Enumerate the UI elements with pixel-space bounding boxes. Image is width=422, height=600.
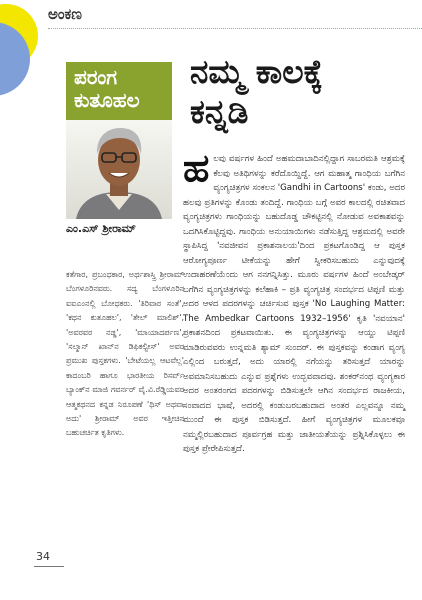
- author-bio: ಕತೆಗಾರ, ಪ್ರಬಂಧಕಾರ, ಅರ್ಥಶಾಸ್ತ್ರಿ ಶ್ರೀರಾಮ್ ಬೆಂಗಳೂರಿನವರು. ಸದ್ಯ ಬೆಂಗಳೂರಿನ ಐಐಎಂನಲ್ಲಿ ಬೋಧಕರು. 'ತಿರಿವಾರ ಸಂತೆ', 'ಕಥನ ಕುತೂಹಲ', 'ತೇಲ್ ಮಾಲಿಶ್', 'ಅವರವರ ನಡ್ಡ', 'ಮಾಯಾದರ್ಪಣ', 'ಸಲ್ಮಾನ್ ಖಾನ್‌ನ ಡಿಫಿಕಲ್ಟೀಸ್' ಅವರ ಪ್ರಮುಖ ಪುಸ್ತಕಗಳು. 'ಬೇಟೆಯಲ್ಲ ಆಟವೆಲ್ಲ' ಕಾದಂಬರಿ ಹಾಗೂ ಭಾರತೀಯ ರಿಸರ್ವ್ ಬ್ಯಾಂಕ್‌ನ ಮಾಜಿ ಗವರ್ನರ್ ವೈ.ವಿ.ರೆಡ್ಡಿಯವರ ಆತ್ಮಕಥನದ ಕನ್ನಡ ನಿರೂಪಣೆ 'ಥಿಸ್ ಅಥವಾ ಅದು' ಶ್ರೀರಾಮ್ ಅವರ ಇತ್ತೀಚಿನ ಬಹುಚರ್ಚಿತ ಕೃತಿಗಳು.: [66, 270, 184, 438]
- column-name-line-1: ಪರಂಗ: [74, 65, 118, 89]
- column-name-box: [66, 62, 172, 120]
- section-header: ಅಂಕಣ: [48, 5, 82, 23]
- article-title: [190, 52, 420, 132]
- column-name-line-2: ಕುತೂಹಲ: [74, 88, 140, 112]
- author-name: ಎಂ.ಎಸ್ ಶ್ರೀರಾಮ್: [66, 222, 136, 235]
- page-number: 34: [36, 550, 50, 563]
- header-rule: [48, 28, 422, 29]
- article-body: [183, 146, 405, 457]
- article-dropcap: ಹ: [183, 146, 210, 190]
- author-portrait: [66, 120, 172, 219]
- author-portrait-drawing: [66, 120, 172, 219]
- article-title-line-1: ನಮ್ಮ ಕಾಲಕ್ಕೆ: [190, 52, 323, 91]
- article-text: ಲವು ವರ್ಷಗಳ ಹಿಂದೆ ಅಹಮದಾಬಾದಿನಲ್ಲಿದ್ದಾಗ ಸಾಬರಮತಿ ಆಶ್ರಮಕ್ಕೆ ಕೆಲವು ಅತಿಥಿಗಳನ್ನು ಕರೆದೊಯ್ದಿದ್ದೆ. ಆಗ ಮಹಾತ್ಮ ಗಾಂಧಿಯ ಬಗೆಗಿನ ವ್ಯಂಗ್ಯಚಿತ್ರಗಳ ಸಂಕಲನ 'Gandhi in Cartoons' ಕಂಡು, ಅದರ ಹಲವು ಪ್ರತಿಗಳನ್ನು ಕೊಂಡು ತಂದಿದ್ದೆ. ಗಾಂಧಿಯ ಬಗ್ಗೆ ಅವರ ಕಾಲದಲ್ಲಿ ರಚಿತವಾದ ವ್ಯಂಗ್ಯಚಿತ್ರಗಳು ಗಾಂಧಿಯನ್ನು ಬಹುದೊಡ್ಡ ಚೌಕಟ್ಟಿನಲ್ಲಿ ನೋಡುವ ಅವಕಾಶವನ್ನು ಒದಗಿಸಿಕೊಟ್ಟಿದ್ದವು. ಗಾಂಧಿಯ ಅನುಯಾಯಿಗಳು ನಡೆಸುತ್ತಿದ್ದ ಆಶ್ರಮದಲ್ಲಿ ಅವರೇ ಸ್ಥಾಪಿಸಿದ್ದ 'ನವಜೀವನ ಪ್ರಕಾಶನಾಲಯ'ದಿಂದ ಪ್ರಕಟಗೊಂಡಿದ್ದ ಆ ಪುಸ್ತಕ ಆರೋಗ್ಯಪೂರ್ಣ ಟೀಕೆಯನ್ನು ಹೇಗೆ ಸ್ವೀಕರಿಸಬಹುದು ಎನ್ನುವುದಕ್ಕೆ ಉದಾಹರಣೆಯೆಂದು ಆಗ ನನಗನ್ನಿಸಿತ್ತು. ಮೂರು ವರ್ಷಗಳ ಹಿಂದೆ ಅಂಬೇಡ್ಕರ್ ಬಗೆಗಿನ ವ್ಯಂಗ್ಯಚಿತ್ರಗಳನ್ನು ಕಲೆಹಾಕಿ – ಪ್ರತಿ ವ್ಯಂಗ್ಯಚಿತ್ರ ಸಂದರ್ಭದ ಟಿಪ್ಪಣಿ ಮತ್ತು ಅದರ ಆಳದ ಪದರಗಳನ್ನು ಚರ್ಚಿಸುವ ಪುಸ್ತಕ 'No Laughing Matter: The Ambedkar Cartoons 1932–1956' ಕೃತಿ 'ನವಯಾನ' ಪ್ರಕಾಶನದಿಂದ ಪ್ರಕಟವಾಯಿತು. ಈ ವ್ಯಂಗ್ಯಚಿತ್ರಗಳನ್ನು ಆಯ್ದು ಟಿಪ್ಪಣಿ ಮಾಡಿರುವವರು ಉನ್ನಮತಿ ಶ್ಯಾಮ್ ಸುಂದರ್. ಈ ಪುಸ್ತಕವನ್ನು ಕಂಡಾಗ ವ್ಯಂಗ್ಯ ಎಲ್ಲಿಂದ ಬರುತ್ತದೆ, ಅದು ಯಾರಲ್ಲಿ ನಗೆಯನ್ನು ತರಿಸುತ್ತದೆ ಯಾರನ್ನು ಅವಮಾನಿಸಬಹುದು ಎನ್ನುವ ಪ್ರಶ್ನೆಗಳು ಉದ್ಭವವಾದವು. ಶಂಕರ್‌ನಂಥ ವ್ಯಂಗ್ಯಕಾರ ಅದರ ಅಂತರಂಗದ ಪದರಗಳನ್ನು ಬಿಡಿಸುತ್ತಲೇ ಆಗಿನ ಸಂದರ್ಭದ ರಾಜಕೀಯ, ಸಂವಾದದ ಭಾಷೆ, ಅದರಲ್ಲಿ ಕಂಡುಬರಬಹುದಾದ ಅಂತರ ಎಲ್ಲವನ್ನೂ ನಮ್ಮ ಮುಂದೆ ಈ ಪುಸ್ತಕ ಬಿಡಿಸುತ್ತದೆ. ಹೀಗೆ ವ್ಯಂಗ್ಯಚಿತ್ರಗಳ ಮೂಲಕವೂ ನಮ್ಮಲ್ಲಿರಬಹುದಾದ ಪೂರ್ವಗ್ರಹ ಮತ್ತು ಜಾತೀಯತೆಯನ್ನು ಪ್ರಶ್ನಿಸಿಕೊಳ್ಳಲು ಈ ಪುಸ್ತಕ ಪ್ರೇರೇಪಿಸುತ್ತದೆ.: [183, 154, 405, 454]
- page-number-rule: [34, 566, 64, 567]
- article-title-line-2: ಕನ್ನಡಿ: [190, 92, 249, 131]
